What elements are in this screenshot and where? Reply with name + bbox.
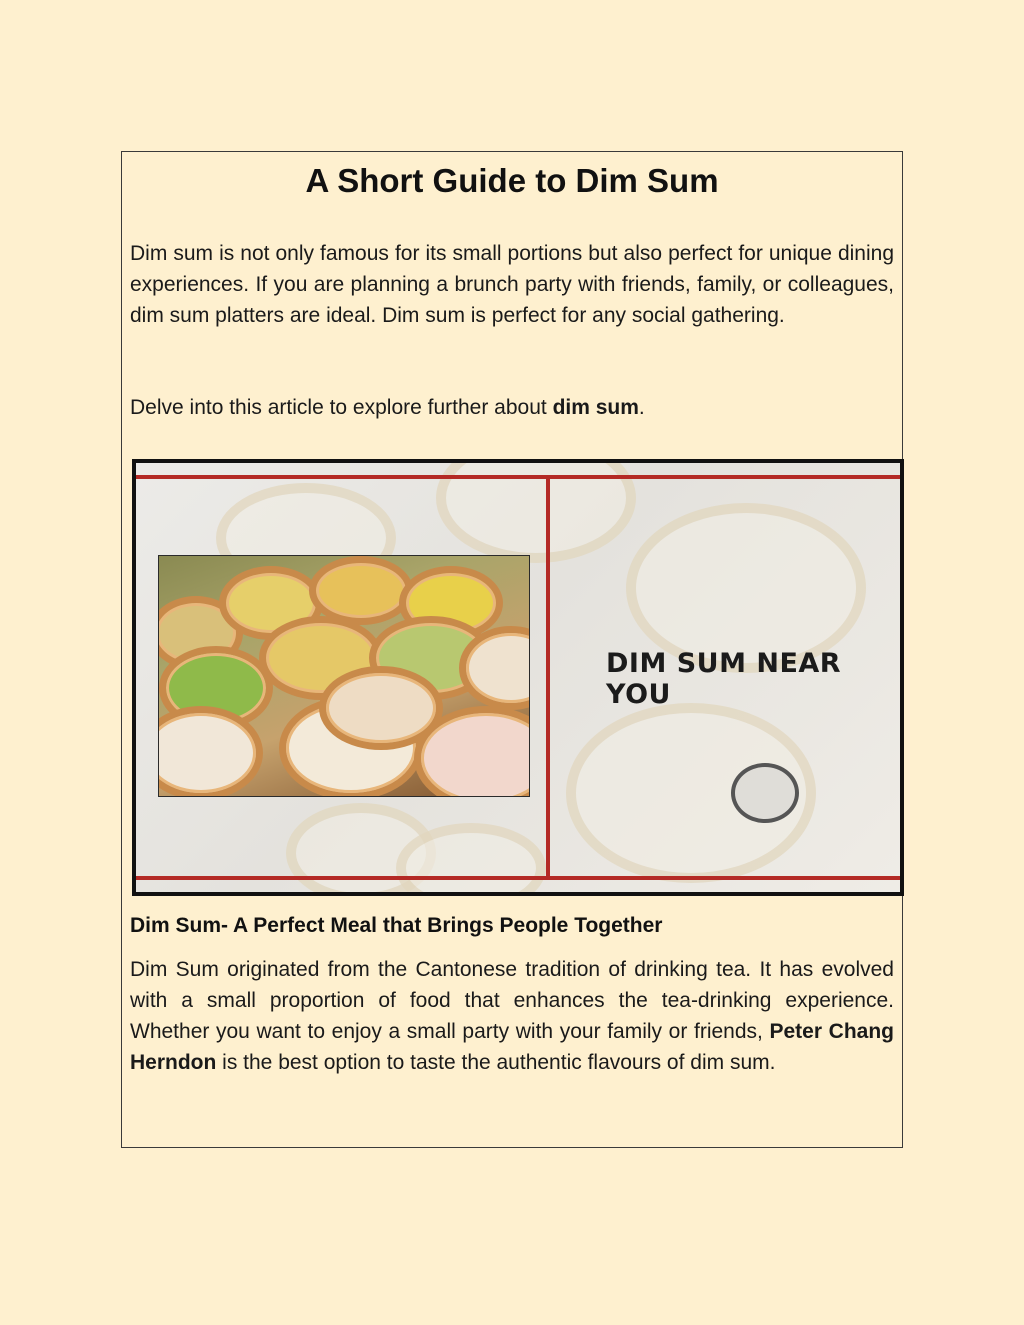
banner-caption: DIM SUM NEAR YOU	[606, 648, 842, 710]
dim-sum-keyword: dim sum	[552, 396, 639, 419]
banner-red-line-bottom	[136, 876, 900, 880]
delve-paragraph	[130, 392, 894, 423]
dim-sum-steamers-photo	[158, 555, 530, 797]
restaurant-name: Peter Chang Herndon	[130, 1020, 894, 1074]
section-heading: Dim Sum- A Perfect Meal that Brings People Together	[130, 914, 663, 937]
banner-red-line-top	[136, 475, 900, 479]
banner-red-divider	[546, 477, 550, 878]
section-paragraph	[130, 954, 894, 1078]
spoon-icon	[731, 763, 799, 823]
page-title: A Short Guide to Dim Sum	[305, 162, 719, 199]
intro-paragraph: Dim sum is not only famous for its small portions but also perfect for unique dining experiences. If you are planning a brunch party with friends, family, or colleagues, dim sum platters are ideal. Dim sum is perfect for any social gathering.	[130, 242, 894, 327]
section-text-start: Dim Sum originated from the Cantonese tradition of drinking tea. It has evolved with a small proportion of food that enhances the tea-drinking experience. Whether you want to enjoy a small party with your family or friends,	[130, 958, 894, 1043]
delve-text: Delve into this article to explore further about	[130, 396, 553, 419]
delve-period: .	[638, 396, 645, 419]
steamer-basket	[309, 556, 413, 625]
dim-sum-banner-image	[132, 459, 904, 896]
section-text-end: is the best option to taste the authentic flavours of dim sum.	[216, 1051, 776, 1074]
